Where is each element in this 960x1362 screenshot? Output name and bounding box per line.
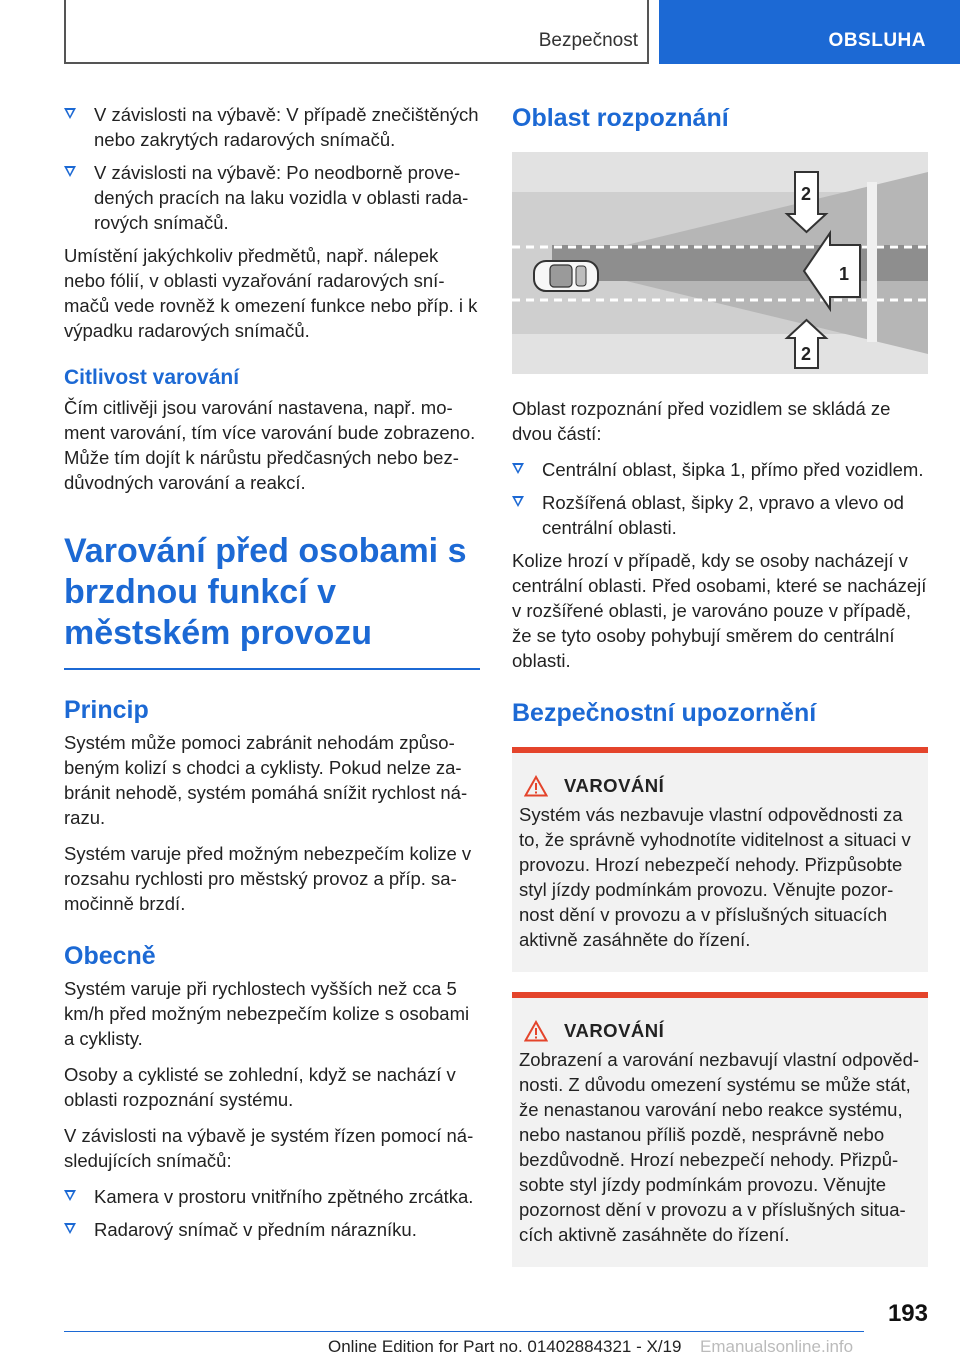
- header-tab-obsluha[interactable]: OBSLUHA: [659, 0, 960, 64]
- heading-obecne: Obecně: [64, 942, 156, 970]
- triangle-bullet-icon: [64, 166, 76, 177]
- triangle-bullet-icon: [512, 463, 524, 474]
- paragraph-obecne-2: Osoby a cyklisté se zohlední, když se nachází v oblasti rozpoznání systému.: [64, 1064, 456, 1110]
- list-item: V závislosti na výbavě: V případě znečištěných nebo zakrytých radarových snímačů.: [64, 102, 480, 152]
- heading-bezpecnostni: Bezpečnostní upozornění: [512, 699, 817, 727]
- arrow-label-2-bottom: 2: [800, 344, 812, 364]
- detection-area-diagram: [512, 152, 928, 374]
- car-icon: [534, 261, 598, 291]
- list-item: Radarový snímač v předním nárazníku.: [64, 1217, 480, 1242]
- footer-divider: [64, 1331, 864, 1332]
- left-column: [64, 102, 480, 1250]
- right-column: [512, 102, 928, 1285]
- arrow-label-1: 1: [838, 264, 850, 284]
- heading-oblast: Oblast rozpoznání: [512, 104, 729, 132]
- triangle-bullet-icon: [64, 108, 76, 119]
- bullet-list-sensors: [64, 1184, 480, 1242]
- watermark: Emanualsonline.info: [700, 1337, 854, 1356]
- paragraph-kolize: Kolize hrozí v případě, kdy se osoby nacházejí v centrální oblasti. Před osobami, které se nacházejí v rozšířené oblasti, je varováno pouze v případě, že se tyto osoby pohybují směrem do centrální oblasti.: [512, 550, 927, 671]
- paragraph-obecne-1: Systém varuje při rychlostech vyšších než cca 5 km/h před možným nebezpečím kolize s osobami a cyklisty.: [64, 978, 470, 1049]
- footer-edition: Online Edition for Part no. 01402884321 - X/19: [328, 1337, 682, 1356]
- warning-box: [512, 992, 928, 1267]
- road-edge: [867, 182, 877, 342]
- warning-title: VAROVÁNÍ: [564, 775, 665, 796]
- triangle-bullet-icon: [512, 496, 524, 507]
- warning-title: VAROVÁNÍ: [564, 1020, 665, 1041]
- bullet-list-oblast: [512, 457, 928, 540]
- paragraph-obecne-3: V závislosti na výbavě je systém řízen pomocí následujících snímačů:: [64, 1125, 474, 1171]
- arrow-label-2-top: 2: [800, 184, 812, 204]
- paragraph-princip-2: Systém varuje před možným nebezpečím kolize v rozsahu rychlosti pro městský provoz a příp. samočinně brzdí.: [64, 843, 472, 914]
- warning-triangle-icon: [524, 775, 548, 797]
- header-section-title: Bezpečnost: [538, 30, 638, 51]
- warning-box: [512, 747, 928, 972]
- list-item: Kamera v prostoru vnitřního zpětného zrcátka.: [64, 1184, 480, 1209]
- warning-text: Zobrazení a varování nezbavují vlastní odpovědnosti. Z důvodu omezení systému se může stát, že nenastanou varování nebo reakce systému, nebo nastanou příliš pozdě, nesprávně nebo bezdůvodně. Hrozí nebezpečí nehody. Přizpůsobte styl jízdy podmínkám provozu. Věnujte pozornost dění v provozu a v příslušných situacích aktivně zasáhněte do řízení.: [519, 1049, 920, 1245]
- paragraph-princip-1: Systém může pomoci zabránit nehodám způsobeným kolizí s chodci a cyklisty. Pokud nelze zabránit nehodě, systém pomáhá snížit rychlost nárazu.: [64, 732, 468, 828]
- warning-triangle-icon: [524, 1020, 548, 1042]
- bullet-list-conditions: [64, 102, 480, 235]
- list-item: Centrální oblast, šipka 1, přímo před vozidlem.: [512, 457, 928, 482]
- warning-title-row: [519, 1018, 921, 1043]
- paragraph-stickers: Umístění jakýchkoliv předmětů, např. nálepek nebo fólií, v oblasti vyzařování radarových snímačů vede rovněž k omezení funkce nebo příp. i k výpadku radarových snímačů.: [64, 245, 478, 341]
- heading-princip: Princip: [64, 696, 149, 724]
- triangle-bullet-icon: [64, 1223, 76, 1234]
- list-item: V závislosti na výbavě: Po neodborně provedených pracích na laku vozidla v oblasti radarových snímačů.: [64, 160, 480, 235]
- warning-title-row: [519, 773, 921, 798]
- paragraph-oblast: Oblast rozpoznání před vozidlem se skládá ze dvou částí:: [512, 398, 891, 444]
- triangle-bullet-icon: [64, 1190, 76, 1201]
- heading-main: Varování před osobami s brzdnou funkcí v městském provozu: [64, 531, 480, 670]
- page-number: 193: [887, 1300, 928, 1327]
- warning-text: Systém vás nezbavuje vlastní odpovědnosti za to, že správně vyhodnotíte viditelnost a situaci v provozu. Hrozí nebezpečí nehody. Přizpůsobte styl jízdy podmínkám provozu. Věnujte pozornost dění v provozu a v příslušných situacích aktivně zasáhněte do řízení.: [519, 804, 911, 950]
- list-item: Rozšířená oblast, šipky 2, vpravo a vlevo od centrální oblasti.: [512, 490, 928, 540]
- heading-citlivost: Citlivost varování: [64, 366, 240, 389]
- paragraph-citlivost: Čím citlivěji jsou varování nastavena, např. moment varování, tím více varování bude zobrazeno. Může tím dojít k nárůstu předčasných nebo bezdůvodných varování a reakcí.: [64, 397, 476, 493]
